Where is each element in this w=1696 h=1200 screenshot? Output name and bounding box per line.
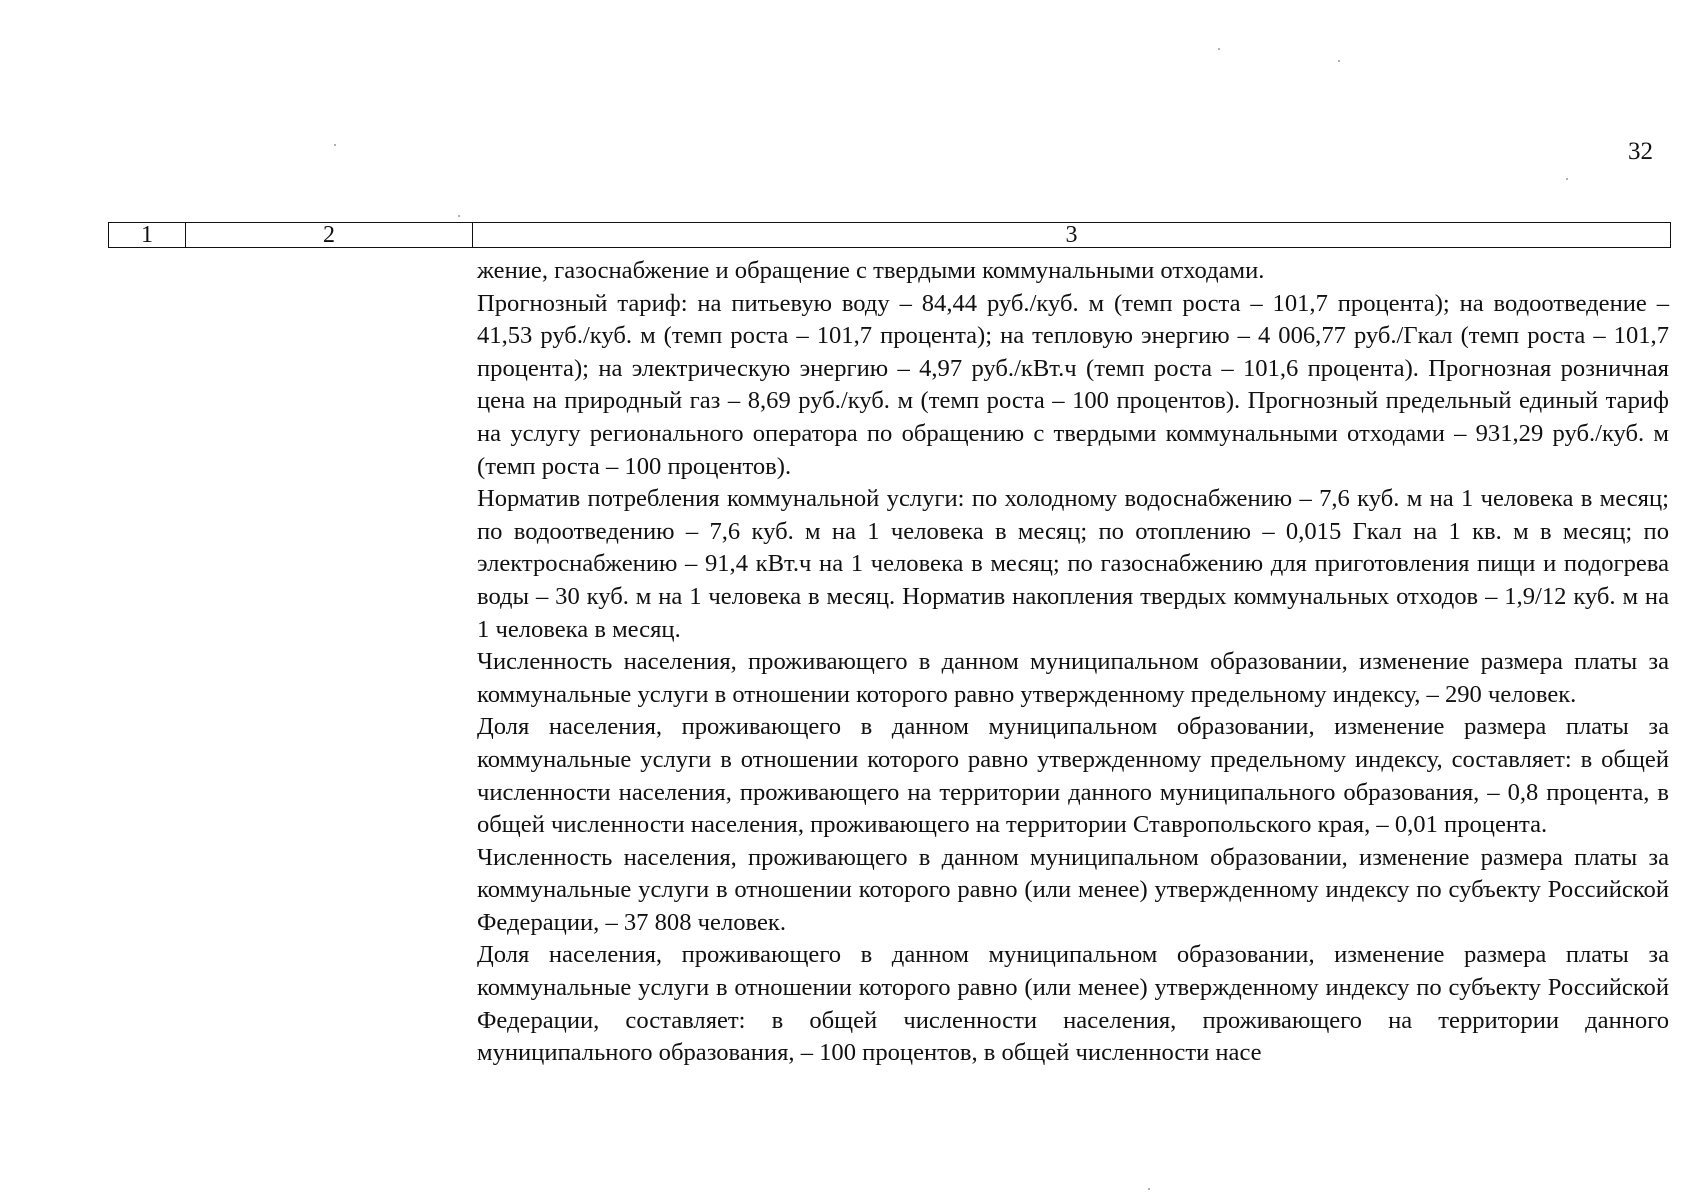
paragraph-population-count: Численность населения, проживающего в данном муниципальном образовании, изменение размера платы за коммунальные услуги в отношении которого равно утвержденному предельному индексу, – 290 человек. <box>477 648 1669 708</box>
paragraph-continuation: жение, газоснабжение и обращение с твердыми коммунальными отходами. <box>477 257 1265 284</box>
paragraph-population-share: Доля населения, проживающего в данном муниципальном образовании, изменение размера платы за коммунальные услуги в отношении которого равно утвержденному предельному индексу, составляет: в общей численности населения, проживающего на территории данного муниципального образования, – 0,8 процента, в общей численности населения, проживающего на территории Ставропольского края, – 0,01 процента. <box>477 713 1669 839</box>
paragraph-forecast-tariff: Прогнозный тариф: на питьевую воду – 84,44 руб./куб. м (темп роста – 101,7 процента); на водоотведение – 41,53 руб./куб. м (темп роста – 101,7 процента); на тепловую энергию – 4 006,77 руб./Гкал (темп роста – 101,7 процента); на электрическую энергию – 4,97 руб./кВт.ч (темп роста – 101,6 процента). Прогнозная розничная цена на природный газ – 8,69 руб./куб. м (темп роста – 100 процентов). Прогнозный предельный единый тариф на услугу регионального оператора по обращению с твердыми коммунальными отходами – 931,29 руб./куб. м (темп роста – 100 процентов). <box>477 289 1669 480</box>
table-header-col-1: 1 <box>109 223 186 247</box>
table-header-col-2: 2 <box>186 223 473 247</box>
table-header-row <box>108 222 1671 248</box>
paragraph-population-share-subject-index: Доля населения, проживающего в данном муниципальном образовании, изменение размера платы за коммунальные услуги в отношении которого равно (или менее) утвержденному индексу по субъекту Российской Федерации, составляет: в общей численности населения, проживающего на территории данного муниципального образования, – 100 процентов, в общей численности насе <box>477 941 1669 1067</box>
scan-speck <box>1148 1188 1150 1190</box>
scan-speck <box>1566 178 1568 180</box>
page-number: 32 <box>1628 138 1653 165</box>
paragraph-population-count-subject-index: Численность населения, проживающего в данном муниципальном образовании, изменение размера платы за коммунальные услуги в отношении которого равно (или менее) утвержденному индексу по субъекту Российской Федерации, – 37 808 человек. <box>477 843 1669 936</box>
scan-speck <box>1338 60 1340 62</box>
scan-speck <box>1218 48 1220 50</box>
paragraph-consumption-norm: Норматив потребления коммунальной услуги: по холодному водоснабжению – 7,6 куб. м на 1 человека в месяц; по водоотведению – 7,6 куб. м на 1 человека в месяц; по отоплению – 0,015 Гкал на 1 кв. м в месяц; по электроснабжению – 91,4 кВт.ч на 1 человека в месяц; по газоснабжению для приготовления пищи и подогрева воды – 30 куб. м на 1 человека в месяц. Норматив накопления твердых коммунальных отходов – 1,9/12 куб. м на 1 человека в месяц. <box>477 485 1669 643</box>
scan-speck <box>334 144 336 146</box>
scan-speck <box>458 215 460 217</box>
document-body <box>477 255 1669 1070</box>
table-header-col-3: 3 <box>1065 222 1078 248</box>
